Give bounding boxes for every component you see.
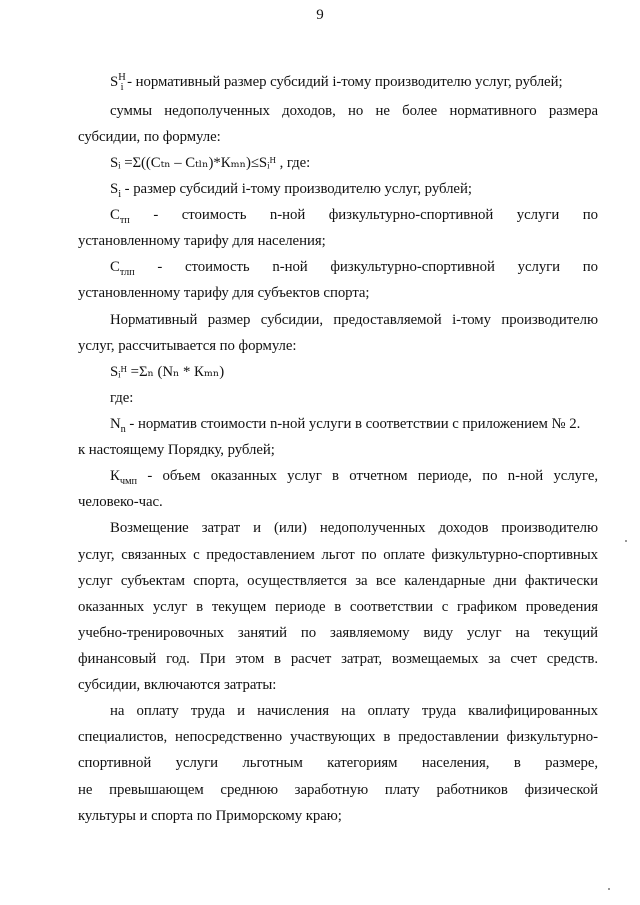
line-22: учебно-тренировочных занятий по заявляемому виду услуг на текущий [78, 625, 598, 641]
line-29: культуры и спорта по Приморскому краю; [78, 808, 342, 824]
line-26: специалистов, непосредственно участвующих в предоставлении физкультурно- [78, 729, 598, 745]
line-15: к настоящему Порядку, рублей; [78, 442, 275, 458]
line-21: оказанных услуг в текущем периоде в соответствии с графиком проведения [78, 599, 598, 615]
line-11: услуг, рассчитывается по формуле: [78, 338, 297, 354]
line-27: спортивной услуги льготным категориям населения, в размере, [78, 755, 598, 771]
line-5: $S_i$ - размер субсидий i-тому производителю услуг, рублей; [110, 181, 472, 200]
line-10: Нормативный размер субсидии, предоставляемой i-тому производителю [110, 312, 598, 328]
line-9: установленному тарифу для субъектов спорта; [78, 285, 370, 301]
line-25: на оплату труда и начисления на оплату труда квалифицированных [110, 703, 598, 719]
line-17: человеко-час. [78, 494, 163, 510]
line-16: $К_{чмп}$ - объем оказанных услуг в отчетном периоде, по n-ной услуге, [110, 468, 598, 487]
line-6: $С_{тп}$ - стоимость n-ной физкультурно-спортивной услуги по [110, 207, 598, 226]
line-23: финансовый год. При этом в расчет затрат, возмещаемых за счет средств. [78, 651, 598, 667]
line-20: услуг субъектам спорта, осуществляется за все календарные дни фактически [78, 573, 598, 589]
line-13: где: [110, 390, 134, 406]
line-24: субсидии, включаются затраты: [78, 677, 277, 693]
scan-speck [625, 540, 627, 542]
page-number: 9 [316, 7, 324, 23]
line-3: субсидии, по формуле: [78, 129, 221, 145]
line-19: услуг, связанных с предоставлением льгот по оплате физкультурно-спортивных [78, 547, 598, 563]
line-14: $N_n$ - норматив стоимости n-ной услуги в соответствии с приложением № 2. [110, 416, 581, 435]
formula-1: Sᵢ =Σ((Сₜₙ – Сₜₗₙ)*Кₘₙ)≤Sᵢᴴ , где: [110, 155, 311, 171]
scan-speck [608, 888, 610, 890]
line-2: суммы недополученных доходов, но не более нормативного размера [110, 103, 598, 119]
formula-2: Sᵢᴴ =Σₙ (Nₙ * Кₘₙ) [110, 364, 225, 380]
line-7: установленному тарифу для населения; [78, 233, 326, 249]
line-1: $S^H_i$ - нормативный размер субсидий i-тому производителю услуг, рублей; [110, 72, 563, 93]
line-8: $С_{тлп}$ - стоимость n-ной физкультурно-спортивной услуги по [110, 259, 598, 278]
line-28: не превышающем среднюю заработную плату работников физической [78, 782, 598, 798]
line-18: Возмещение затрат и (или) недополученных доходов производителю [110, 520, 598, 536]
